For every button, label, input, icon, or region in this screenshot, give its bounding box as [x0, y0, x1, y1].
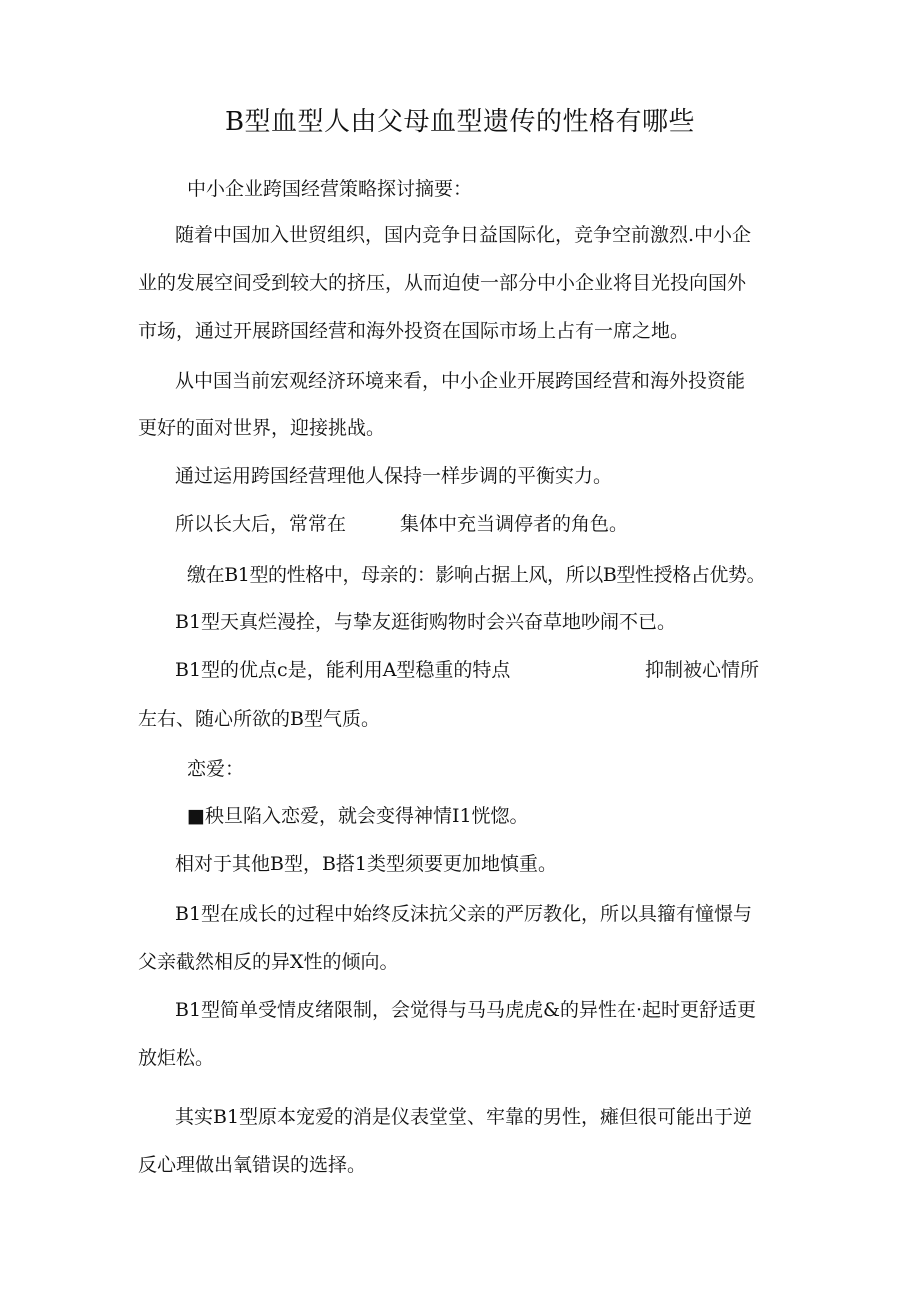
paragraph-line: 中小企业跨国经营策略探讨摘要： — [187, 178, 473, 200]
paragraph-line: 缴在B1型的性格中，母亲的：影响占据上风，所以B型性授格占优势。 — [187, 564, 766, 586]
paragraph-line: ■秧旦陷入恋爱，就会变得神情I1恍惚。 — [187, 805, 529, 827]
document-title: B型血型人由父母血型遗传的性格有哪些 — [224, 107, 696, 137]
paragraph-line: 通过运用跨国经营理他人保持一样步调的平衡实力。 — [175, 465, 613, 487]
paragraph-line-split — [175, 657, 795, 683]
paragraph-line: 父亲截然相反的异X性的倾向。 — [138, 951, 399, 973]
paragraph-line: B1型天真烂漫拴，与挚友逛街购物时会兴奋草地吵闹不已。 — [175, 611, 677, 633]
paragraph-line: 业的发展空间受到较大的挤压，从而迫使一部分中小企业将目光投向国外 — [138, 272, 747, 294]
paragraph-line: 市场，通过开展跻国经营和海外投资在国际市场上占有一席之地。 — [138, 320, 690, 342]
paragraph-line: 反心理做出氧错误的选择。 — [138, 1154, 367, 1176]
paragraph-line: 随着中国加入世贸组织，国内竞争日益国际化，竞争空前激烈.中小企 — [175, 224, 752, 246]
paragraph-line-split — [175, 511, 795, 537]
paragraph-line-part: 所以长大后，常常在 — [175, 513, 347, 535]
paragraph-line-part: 抑制被心情所 — [645, 659, 760, 681]
paragraph-line: B1型在成长的过程中始终反沫抗父亲的严厉教化，所以具籀有憧憬与 — [175, 903, 753, 925]
paragraph-line: 从中国当前宏观经济环境来看，中小企业开展跨国经营和海外投资能 — [175, 370, 746, 392]
paragraph-line: 左右、随心所欲的B型气质。 — [138, 708, 380, 730]
paragraph-line-part: B1型的优点c是，能利用A型稳重的特点 — [175, 659, 511, 681]
paragraph-line: 其实B1型原本宠爱的消是仪表堂堂、牢靠的男性，瘫但很可能出于逆 — [175, 1106, 753, 1128]
paragraph-line: 相对于其他B型，B搭1类型须要更加地慎重。 — [175, 853, 558, 875]
paragraph-line-part: 集体中充当调停者的角色。 — [400, 513, 629, 535]
paragraph-line: 恋爱： — [187, 758, 245, 780]
paragraph-line: B1型简单受情皮绪限制，会觉得与马马虎虎&的异性在·起时更舒适更 — [175, 999, 757, 1021]
paragraph-line: 更好的面对世界，迎接挑战。 — [138, 417, 386, 439]
paragraph-line: 放炬松。 — [138, 1047, 215, 1069]
